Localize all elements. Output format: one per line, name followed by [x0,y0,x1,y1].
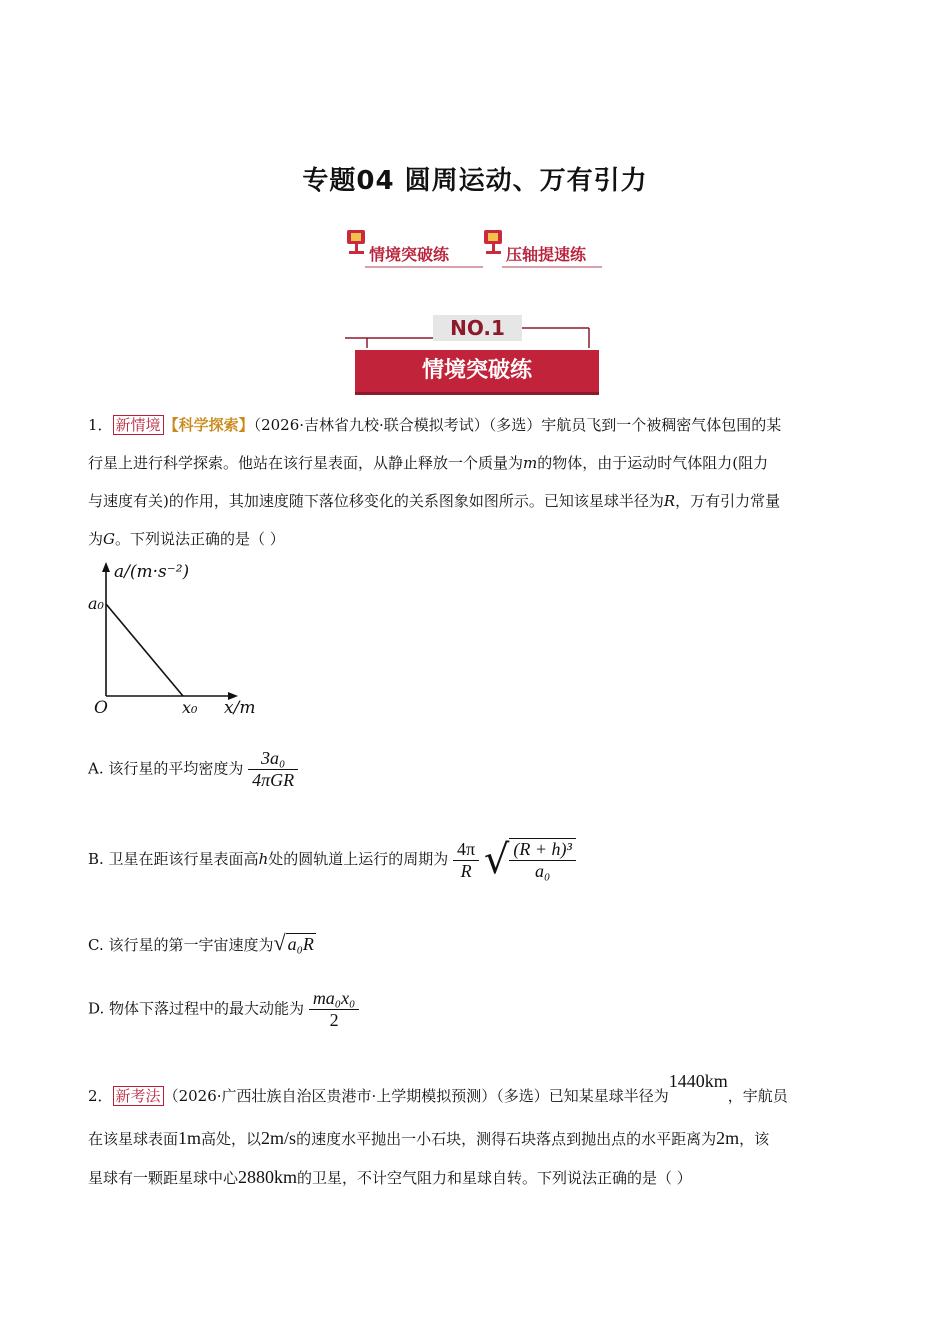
formula-fraction [248,748,298,791]
question-1 [88,406,868,558]
variable-m: m [523,454,538,472]
option-c[interactable] [88,930,316,956]
nav-tab-label: 压轴提速练 [506,245,587,264]
formula-denominator: 2 [329,1010,339,1030]
question-text: 的物体，由于运动时气体阻力(阻力 [537,454,769,472]
question-text: 与速度有关)的作用，其加速度随下落位移变化的关系图象如图所示。已知该星球半径为 [88,492,664,510]
nav-tab-scenario[interactable] [345,228,485,268]
banner-label: 情境突破练 [421,358,532,383]
y-intercept-label: a₀ [88,594,104,613]
question-text: 星球有一颗距星球中心 [88,1169,239,1187]
option-text: D. 物体下落过程中的最大动能为 [88,999,305,1018]
formula-numerator: 4π [453,839,479,861]
option-b[interactable] [88,838,576,882]
question-number: 2． [88,1087,113,1105]
nav-underline [365,266,483,268]
nav-underline [502,266,602,268]
option-text: A. 该行星的平均密度为 [88,759,244,778]
question-text: ，该 [739,1130,770,1148]
formula-root [509,838,576,882]
variable-G: G [103,530,115,548]
x-intercept-label: x₀ [182,698,198,717]
question-number: 1． [88,416,113,434]
formula-denominator: R [460,860,472,881]
origin-label: O [94,698,108,718]
question-text: （2026·广西壮族自治区贵港市·上学期模拟预测）（多选）已知某星球半径为 [163,1087,669,1105]
value-speed: 2m/s [261,1128,297,1148]
question-text: 。下列说法正确的是（ ） [115,530,285,548]
formula-numerator: ma₀x₀ [309,988,360,1010]
page-title: 专题04 圆周运动、万有引力 [302,166,648,196]
acceleration-graph [86,560,286,725]
option-text: 处的圆轨道上运行的周期为 [268,850,449,868]
question-text: ，宇航员 [727,1087,788,1105]
y-axis-label: a/(m·s⁻²) [114,562,190,582]
question-keyword: 【科学探索】 [163,416,254,434]
question-text: 为 [88,530,104,548]
formula-fraction [309,988,360,1031]
question-text: 的卫星，不计空气阻力和星球自转。下列说法正确的是（ ） [297,1169,692,1187]
formula-fraction [453,839,479,882]
formula-numerator: 3a₀ [248,748,298,770]
question-text: ，万有引力常量 [675,492,781,510]
option-d[interactable] [88,988,359,1031]
sqrt-icon: √ [273,930,286,955]
question-text: 的速度水平抛出一小石块，测得石块落点到抛出点的水平距离为 [296,1130,717,1148]
value-orbit: 2880km [238,1167,298,1187]
question-tag: 新情境 [113,415,164,435]
section-banner [345,312,610,397]
x-axis-label: x/m [224,698,256,718]
question-text: 高处，以 [201,1130,262,1148]
question-2 [88,1071,868,1197]
formula-root: a₀R [287,934,314,954]
option-text: B. 卫星在距该行星表面高 [88,850,259,868]
sqrt-icon: √ [483,837,510,883]
question-text-line: （2026·吉林省九校·联合模拟考试）（多选）宇航员飞到一个被稠密气体包围的某 [253,416,782,434]
nav-tab-label: 情境突破练 [369,245,450,264]
question-tag: 新考法 [113,1086,164,1106]
signpost-icon [345,228,369,256]
value-radius: 1440km [668,1071,728,1091]
signpost-icon [482,228,506,256]
question-text: 行星上进行科学探索。他站在该行星表面，从静止释放一个质量为 [88,454,524,472]
nav-tab-challenge[interactable] [482,228,622,268]
formula-denominator: a₀ [535,861,551,881]
option-a[interactable] [88,748,298,791]
variable-R: R [663,492,676,510]
value-distance: 2m [716,1128,740,1148]
question-text: 在该星球表面 [88,1130,179,1148]
value-height: 1m [178,1128,202,1148]
formula-numerator: (R + h)³ [509,839,576,861]
formula-denominator: 4πGR [252,770,295,790]
banner-number: NO.1 [450,316,505,340]
option-text: C. 该行星的第一宇宙速度为 [88,936,274,954]
variable-h: h [258,850,269,868]
